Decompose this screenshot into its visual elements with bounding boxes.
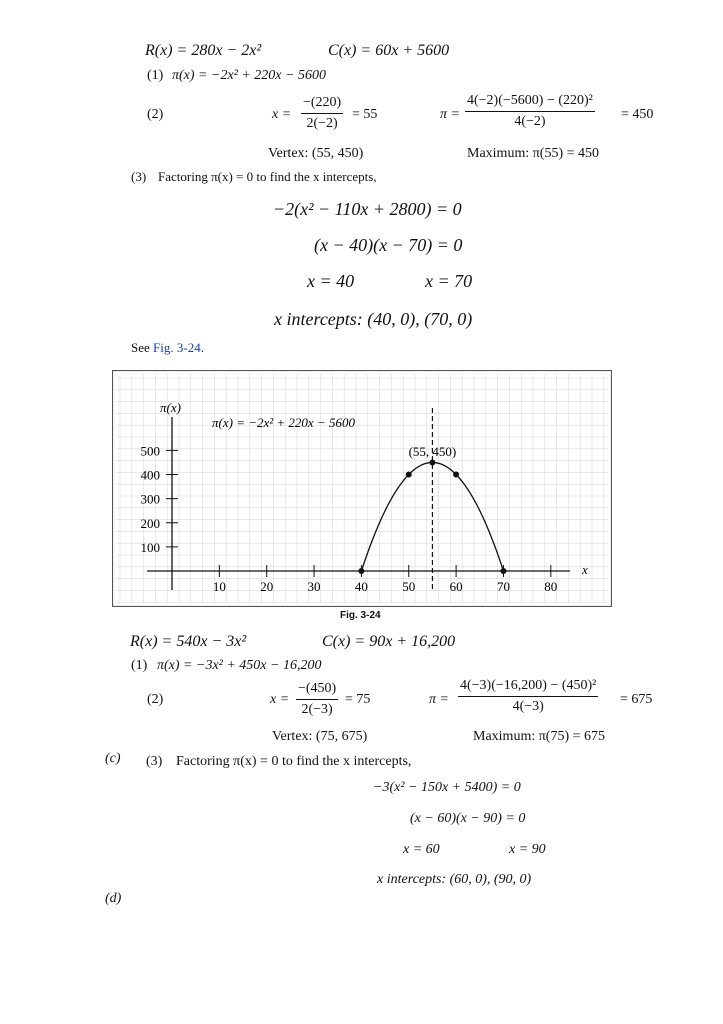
vertex-pi-result-b: = 675: [620, 692, 653, 707]
step2-label-b: (2): [147, 692, 164, 707]
factor-eq1-a: −2(x² − 110x + 2800) = 0: [273, 199, 462, 219]
x-tick-label: 50: [402, 579, 416, 594]
vertex-x-lhs-b: x =: [270, 692, 290, 707]
maximum-b: Maximum: π(75) = 675: [473, 729, 606, 744]
figure-caption: Fig. 3-24: [340, 610, 381, 621]
profit-chart: [112, 370, 612, 607]
data-point: [358, 568, 364, 574]
data-point: [406, 472, 412, 478]
factor-eq2-a: (x − 40)(x − 70) = 0: [314, 235, 463, 255]
x-axis-label: x: [582, 562, 588, 577]
data-point: [500, 568, 506, 574]
see-suffix: .: [200, 340, 204, 355]
y-tick-label: 500: [140, 443, 160, 459]
data-point: [453, 472, 459, 478]
x-tick-label: 30: [307, 579, 321, 594]
y-tick-label: 300: [140, 491, 160, 507]
x-tick-label: 10: [212, 579, 226, 594]
vertex-pi-numerator-b: 4(−3)(−16,200) − (450)²: [458, 679, 598, 697]
step2-label-a: (2): [147, 107, 164, 122]
data-point: [429, 459, 435, 465]
root2-b: x = 90: [509, 842, 546, 857]
vertex-pi-denominator-a: 4(−2): [514, 114, 546, 129]
vertex-x-lhs-a: x =: [272, 107, 292, 122]
root1-a: x = 40: [307, 271, 355, 291]
part-d-label: (d): [105, 891, 122, 906]
step3-label-a: (3): [131, 169, 147, 184]
x-tick-label: 80: [544, 579, 558, 594]
vertex-x-result-a: = 55: [352, 107, 378, 122]
vertex-x-fraction-a: [301, 96, 343, 131]
profit-function-b: π(x) = −3x² + 450x − 16,200: [157, 658, 322, 673]
cost-equation-b: C(x) = 90x + 16,200: [322, 633, 456, 650]
factor-eq2-b: (x − 60)(x − 90) = 0: [410, 811, 526, 826]
cost-equation-a: C(x) = 60x + 5600: [328, 42, 450, 59]
vertex-pi-fraction-a: [465, 94, 595, 129]
intercepts-a: x intercepts: (40, 0), (70, 0): [274, 309, 473, 329]
vertex-b: Vertex: (75, 675): [272, 729, 368, 744]
vertex-x-numerator-b: −(450): [296, 682, 338, 700]
x-tick-label: 70: [496, 579, 510, 594]
vertex-x-fraction-b: [296, 682, 338, 717]
revenue-equation-a: R(x) = 280x − 2x²: [145, 42, 262, 59]
vertex-a: Vertex: (55, 450): [268, 146, 364, 161]
y-tick-label: 400: [140, 467, 160, 483]
y-tick-label: 100: [140, 539, 160, 555]
maximum-a: Maximum: π(55) = 450: [467, 146, 600, 161]
x-tick-label: 40: [354, 579, 368, 594]
step3-label-b: (3): [146, 754, 163, 769]
step3-text-b: Factoring π(x) = 0 to find the x intercepts,: [176, 754, 412, 769]
vertex-pi-denominator-b: 4(−3): [512, 699, 544, 714]
vertex-pi-lhs-a: π =: [440, 107, 460, 122]
step1-label-b: (1): [131, 658, 148, 673]
part-c-label: (c): [105, 751, 121, 766]
vertex-label: (55, 450): [408, 444, 457, 459]
x-tick-label: 20: [260, 579, 274, 594]
see-figure-line: [131, 341, 204, 354]
vertex-pi-numerator-a: 4(−2)(−5600) − (220)²: [465, 94, 595, 112]
x-tick-label: 60: [449, 579, 463, 594]
intercepts-b: x intercepts: (60, 0), (90, 0): [377, 872, 532, 887]
vertex-x-denominator-a: 2(−2): [306, 116, 338, 131]
vertex-x-result-b: = 75: [345, 692, 371, 707]
y-axis-label: π(x): [160, 400, 181, 415]
vertex-pi-lhs-b: π =: [429, 692, 449, 707]
figure-link[interactable]: Fig. 3-24: [153, 340, 201, 355]
chart-title: π(x) = −2x² + 220x − 5600: [212, 415, 355, 430]
vertex-x-numerator-a: −(220): [301, 96, 343, 114]
vertex-pi-fraction-b: [458, 679, 598, 714]
vertex-x-denominator-b: 2(−3): [301, 702, 333, 717]
profit-function-a: π(x) = −2x² + 220x − 5600: [172, 68, 326, 83]
factor-eq1-b: −3(x² − 150x + 5400) = 0: [373, 780, 521, 795]
root2-a: x = 70: [425, 271, 473, 291]
see-prefix: See: [131, 340, 154, 355]
revenue-equation-b: R(x) = 540x − 3x²: [130, 633, 247, 650]
step3-text-a: Factoring π(x) = 0 to find the x intercepts,: [158, 169, 377, 184]
root1-b: x = 60: [403, 842, 440, 857]
y-tick-label: 200: [140, 515, 160, 531]
step1-label-a: (1): [147, 68, 164, 83]
vertex-pi-result-a: = 450: [621, 107, 654, 122]
